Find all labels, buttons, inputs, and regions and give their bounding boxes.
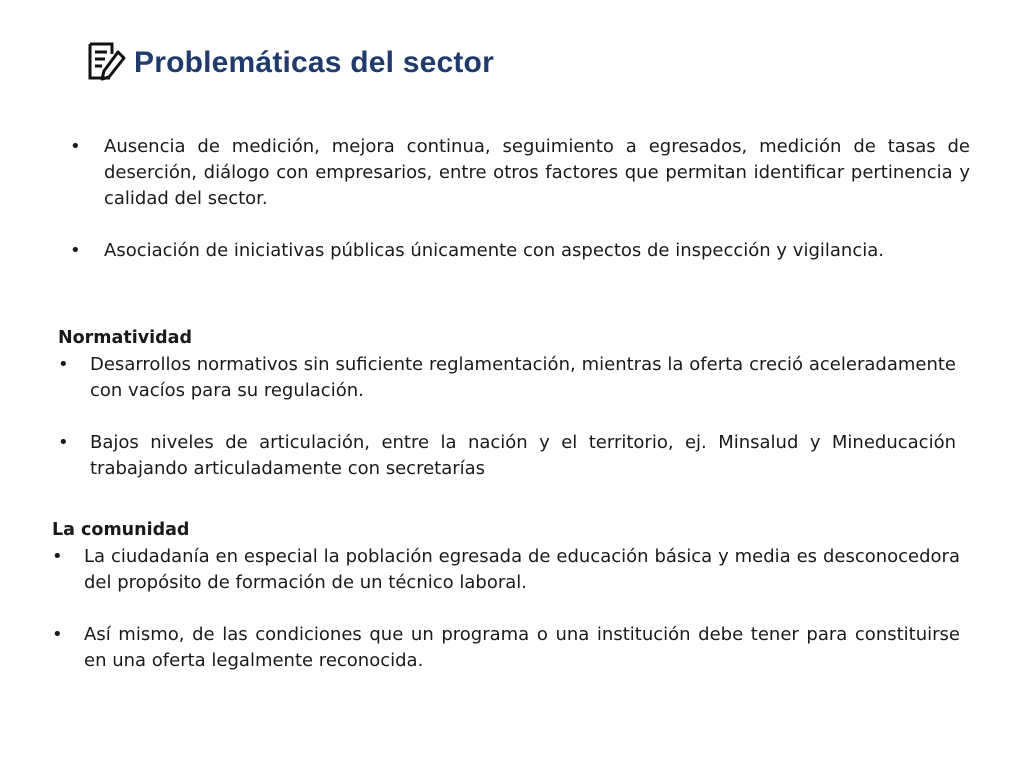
bullet-marker: •: [52, 624, 63, 645]
list-item: [58, 430, 956, 482]
intro-list: [70, 134, 970, 290]
comunidad-section: [52, 518, 960, 700]
list-item-text: Desarrollos normativos sin suficiente reglamentación, mientras la oferta creció aceleradamente con vacíos para su regulación.: [90, 354, 956, 401]
bullet-marker: •: [70, 240, 81, 261]
list-item: [58, 352, 956, 404]
bullet-marker: •: [52, 546, 63, 567]
section-heading: La comunidad: [52, 520, 190, 540]
list-item: [70, 238, 970, 264]
list-item-text: Así mismo, de las condiciones que un programa o una institución debe tener para constituirse en una oferta legalmente reconocida.: [84, 624, 960, 671]
list-item-text: Ausencia de medición, mejora continua, seguimiento a egresados, medición de tasas de deserción, diálogo con empresarios, entre otros factores que permitan identificar pertinencia y calidad del sector.: [104, 136, 970, 209]
list-item: [52, 544, 960, 596]
bullet-marker: •: [58, 354, 69, 375]
list-item: [70, 134, 970, 212]
bullet-marker: •: [70, 136, 81, 157]
bullet-marker: •: [58, 432, 69, 453]
title-row: [84, 38, 494, 86]
list-item-text: Bajos niveles de articulación, entre la nación y el territorio, ej. Minsalud y Mineducación trabajando articuladamente con secretarías: [90, 432, 956, 479]
edit-document-icon: [84, 40, 128, 84]
list-item-text: La ciudadanía en especial la población egresada de educación básica y media es desconocedora del propósito de formación de un técnico laboral.: [84, 546, 960, 593]
list-item: [52, 622, 960, 674]
list-item-text: Asociación de iniciativas públicas únicamente con aspectos de inspección y vigilancia.: [104, 240, 884, 261]
page-title: Problemáticas del sector: [134, 46, 494, 79]
normatividad-section: [58, 326, 956, 508]
section-heading: Normatividad: [58, 328, 192, 348]
